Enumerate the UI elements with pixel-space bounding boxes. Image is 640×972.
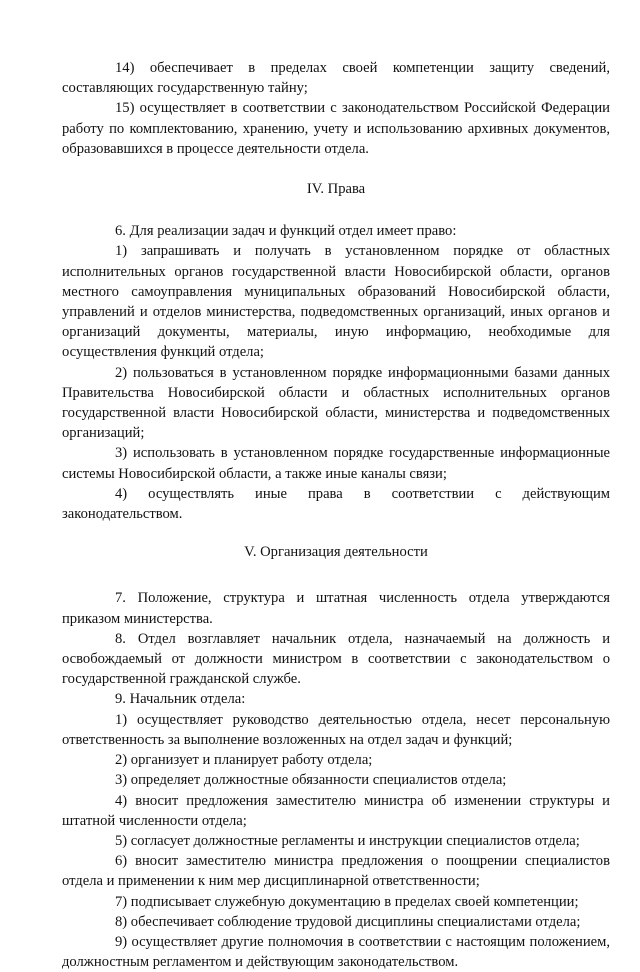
paragraph-head-item-8: 8) обеспечивает соблюдение трудовой дисциплины специалистами отдела; — [115, 913, 581, 930]
paragraph-rights-item-4: 4) осуществлять иные права в соответствии с действующим законодательством. — [62, 485, 610, 523]
paragraph-head-item-7: 7) подписывает служебную документацию в пределах своей компетенции; — [115, 893, 579, 910]
paragraph-rights-item-3: 3) использовать в установленном порядке государственные информационные системы Новосибирской области, а также иные каналы связи; — [62, 445, 610, 482]
paragraph-9: 9. Начальник отдела: — [115, 691, 246, 708]
paragraph-head-item-5: 5) согласует должностные регламенты и инструкции специалистов отдела; — [115, 832, 580, 849]
paragraph-head-item-1: 1) осуществляет руководство деятельностью отдела, несет персональную ответственность за выполнение возложенных на отдел задач и функций; — [62, 711, 610, 748]
paragraph-item-14: 14) обеспечивает в пределах своей компетенции защиту сведений, составляющих государственную тайну; — [62, 60, 610, 97]
paragraph-rights-intro: 6. Для реализации задач и функций отдел имеет право: — [115, 223, 457, 240]
spacer — [62, 524, 610, 542]
paragraph-head-item-9: 9) осуществляет другие полномочия в соответствии с настоящим положением, должностным регламентом и действующим законодательством. — [62, 933, 610, 971]
paragraph-head-item-2: 2) организует и планирует работу отдела; — [115, 752, 373, 769]
paragraph-rights-item-2: 2) пользоваться в установленном порядке информационными базами данных Правительства Новосибирской области и областных исполнительных органов государственной власти Новосибирской области, министерства и подведомственных организаций; — [62, 364, 610, 442]
paragraph-item-15: 15) осуществляет в соответствии с законодательством Российской Федерации работу по комплектованию, хранению, учету и использованию архивных документов, образовавшихся в процессе деятельности отдела. — [62, 100, 610, 157]
section-heading-organization: V. Организация деятельности — [244, 544, 428, 561]
spacer — [62, 562, 610, 588]
paragraph-7: 7. Положение, структура и штатная численность отдела утверждаются приказом министерства. — [62, 590, 610, 627]
paragraph-head-item-4: 4) вносит предложения заместителю министра об изменении структуры и штатной численности отдела; — [62, 792, 610, 829]
paragraph-head-item-3: 3) определяет должностные обязанности специалистов отдела; — [115, 772, 507, 789]
spacer — [62, 159, 610, 179]
paragraph-head-item-6: 6) вносит заместителю министра предложения о поощрении специалистов отдела и применении к ним мер дисциплинарной ответственности; — [62, 853, 610, 890]
paragraph-8: 8. Отдел возглавляет начальник отдела, назначаемый на должность и освобождаемый от должности министром в соответствии с законодательством о государственной гражданской службе. — [62, 630, 610, 688]
paragraph-rights-item-1: 1) запрашивать и получать в установленном порядке от областных исполнительных органов государственной власти Новосибирской области, органов местного самоуправления муниципальных образований Новосибирской области, управлений и отделов министерства, подведомственных организаций, иных органов и организаций документы, материалы, иную информацию, необходимые для осуществления функций отдела; — [62, 243, 610, 361]
section-heading-rights: IV. Права — [306, 181, 366, 198]
spacer — [62, 199, 610, 221]
